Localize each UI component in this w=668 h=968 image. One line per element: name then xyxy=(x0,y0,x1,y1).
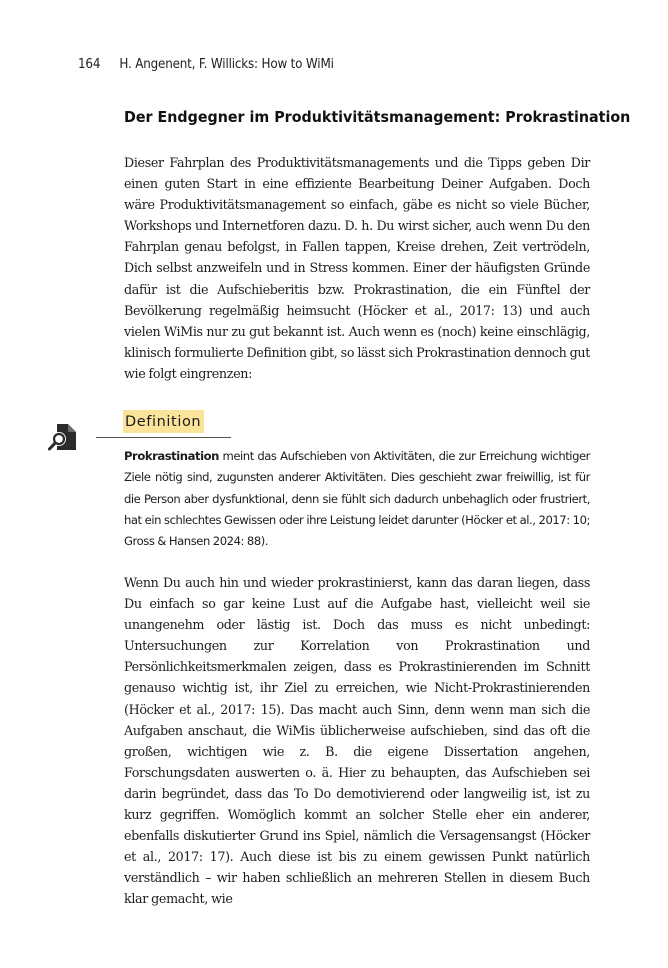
page-number: 164 xyxy=(78,57,101,72)
search-document-icon xyxy=(48,422,78,452)
definition-body: meint das Aufschieben von Aktivitäten, die zur Erreichung wichtiger Ziele nötig sind, zugunsten anderer Aktivitäten. Dies geschieht zwar freiwillig, ist für die Person aber dysfunktional, denn sie fühlt sich dadurch unbehaglich oder frustriert, hat ein schlechtes Gewissen oder ihre Leistung leidet darunter (Höcker et al., 2017: 10; Gross & Hansen 2024: 88). xyxy=(124,449,590,549)
intro-paragraph: Dieser Fahrplan des Produktivitätsmanagements und die Tipps geben Dir einen guten Start in eine effiziente Bearbeitung Deiner Aufgaben. Doch wäre Produktivitätsmanagement so einfach, gäbe es nicht so viele Bücher, Workshops und Internetforen dazu. D. h. Du wirst sicher, auch wenn Du den Fahrplan genau befolgst, in Fallen tappen, Kreise drehen, Zeit vertrödeln, Dich selbst anzweifeln und in Stress kommen. Einer der häufigsten Gründe dafür ist die Aufschieberitis bzw. Prokrastination, die ein Fünftel der Bevölkerung regelmäßig heimsucht (Höcker et al., 2017: 13) und auch vielen WiMis nur zu gut bekannt ist. Auch wenn es (noch) keine einschlägig, klinisch formulierte Definition gibt, so lässt sich Prokrastination dennoch gut wie folgt eingrenzen: xyxy=(124,155,590,381)
body-paragraph: Wenn Du auch hin und wieder prokrastinierst, kann das daran liegen, dass Du einfach so gar keine Lust auf die Aufgabe hast, vielleicht weil sie unangenehm oder lästig ist. Doch das muss es nicht unbedingt: Untersuchungen zur Korrelation von Prokrastination und Persönlichkeitsmerkmalen zeigen, dass es Prokrastinierenden im Schnitt genauso wichtig ist, ihr Ziel zu erreichen, wie Nicht-Prokrastinierenden (Höcker et al., 2017: 15). Das macht auch Sinn, denn wenn man sich die Aufgaben anschaut, die WiMis üblicherweise aufschieben, sind das oft die großen, wichtigen wie z. B. die eigene Dissertation angehen, Forschungsdaten auswerten o. ä. Hier zu behaupten, das Aufschieben sei darin begründet, dass das To Do demotivierend oder langweilig ist, ist zu kurz gegriffen. Womöglich kommt an solcher Stelle eher ein anderer, ebenfalls diskutierter Grund ins Spiel, nämlich die Versagensangst (Höcker et al., 2017: 17). Auch diese ist bis zu einem gewissen Punkt natürlich verständlich – wir haben schließlich an mehreren Stellen in diesem Buch klar gemacht, wie xyxy=(124,575,590,907)
running-head-title: H. Angenent, F. Willicks: How to WiMi xyxy=(119,57,334,72)
definition-label: Definition xyxy=(123,410,204,433)
definition-text xyxy=(124,446,590,552)
running-head xyxy=(78,57,549,72)
section-title: Der Endgegner im Produktivitätsmanagement: Prokrastination xyxy=(124,108,631,126)
definition-divider xyxy=(96,437,231,438)
definition-term: Prokrastination xyxy=(124,449,219,463)
